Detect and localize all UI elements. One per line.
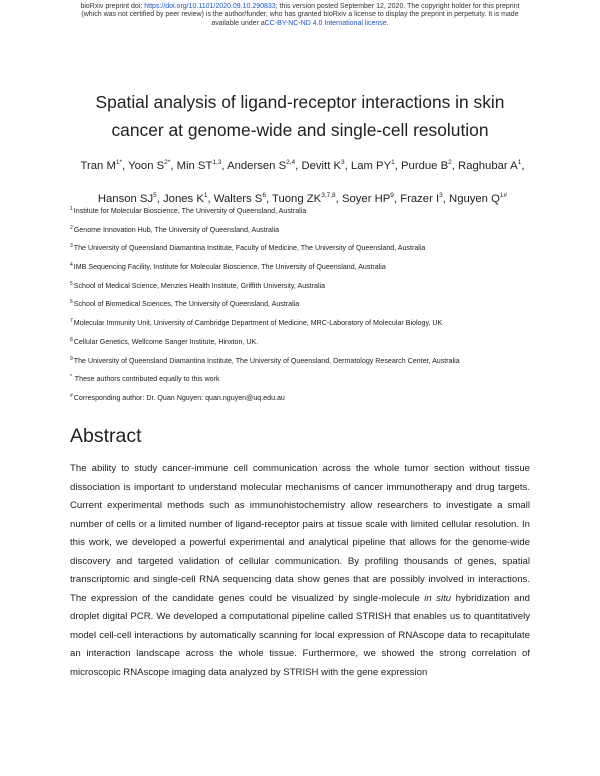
- author: [401, 160, 458, 172]
- author-superscript: 5: [153, 192, 157, 199]
- author-name: Lam PY: [350, 160, 392, 172]
- author-name: Yoon S: [128, 160, 165, 172]
- author-superscript: 3: [439, 192, 443, 199]
- author-superscript: 3: [341, 159, 345, 166]
- author-name: Andersen S: [227, 160, 287, 172]
- author-name: Purdue B: [401, 160, 449, 172]
- affiliation-superscript: *: [70, 374, 72, 381]
- author-superscript: 1,3: [212, 159, 222, 166]
- affiliation: [70, 318, 540, 337]
- author-superscript: 3,7,8: [321, 192, 336, 199]
- author-superscript: 2: [448, 159, 452, 166]
- author: [81, 160, 129, 172]
- author-separator: ,: [451, 160, 459, 172]
- author: [272, 193, 342, 205]
- author: [128, 160, 176, 172]
- affiliation-text: School of Biomedical Sciences, The University of Queensland, Australia: [73, 300, 300, 309]
- affiliation-superscript: 7: [70, 318, 73, 325]
- author-separator: ,: [295, 160, 302, 172]
- author-separator: ,: [156, 193, 164, 205]
- preprint-notice: [0, 3, 600, 28]
- author-name: Jones K: [163, 193, 204, 205]
- affiliation-text: The University of Queensland Diamantina Institute, Faculty of Medicine, The University of Queensland, Australia: [73, 244, 426, 253]
- abstract-italic: in situ: [424, 592, 452, 604]
- author-name: Frazer I: [400, 193, 440, 205]
- notice-line-3: available under aCC-BY-NC-ND 4.0 International license.: [211, 19, 389, 27]
- author: [177, 160, 227, 172]
- author-name: Soyer HP: [341, 193, 391, 205]
- affiliation: [70, 374, 540, 393]
- affiliation-text: School of Medical Science, Menzies Health Institute, Griffith University, Australia: [73, 281, 326, 290]
- author: [214, 193, 272, 205]
- affiliation-superscript: 3: [70, 243, 73, 250]
- author: [163, 193, 214, 205]
- author-separator: ,: [170, 160, 177, 172]
- author-name: Min ST: [176, 160, 213, 172]
- author-separator: ,: [335, 193, 342, 205]
- author-name: Tuong ZK: [272, 193, 322, 205]
- author-separator: ,: [207, 193, 214, 205]
- affiliation-text: The University of Queensland Diamantina Institute, The University of Queensland, Dermatology Research Center, Australia: [73, 356, 460, 365]
- affiliation-superscript: 4: [70, 262, 73, 269]
- author-separator: ,: [221, 160, 228, 172]
- author-superscript: 6: [262, 192, 266, 199]
- author-separator: ,: [122, 160, 129, 172]
- affiliation-text: Institute for Molecular Bioscience, The University of Queensland, Australia: [73, 207, 307, 215]
- affiliation-superscript: 2: [70, 224, 73, 231]
- notice-line-2: (which was not certified by peer review) is the author/funder, who has granted bioRxiv a license to display the preprint in perpetuity. It is made: [81, 11, 519, 19]
- author-separator: ,: [344, 160, 351, 172]
- affiliation-superscript: #: [70, 392, 73, 399]
- affiliation: [70, 206, 540, 225]
- paper-title: [60, 88, 540, 144]
- affiliation-superscript: 6: [70, 299, 73, 306]
- affiliation-text: Corresponding author: Dr. Quan Nguyen: quan.nguyen@uq.edu.au: [73, 393, 285, 402]
- author: [458, 160, 524, 172]
- author-superscript: 1*: [115, 159, 123, 166]
- affiliation: [70, 281, 540, 300]
- affiliation-text: Cellular Genetics, Wellcome Sanger Institute, Hinxton, UK.: [73, 337, 259, 346]
- affiliation-superscript: 5: [70, 280, 73, 287]
- author: [301, 160, 350, 172]
- author: [342, 193, 400, 205]
- title-line-2: cancer at genome-wide and single-cell resolution: [111, 120, 489, 140]
- author-separator: ,: [394, 160, 402, 172]
- affiliation: [70, 393, 540, 412]
- affiliation: [70, 225, 540, 244]
- affiliation-text: Genome Innovation Hub, The University of Queensland, Australia: [73, 225, 280, 234]
- affiliation: [70, 262, 540, 281]
- author: [227, 160, 301, 172]
- title-line-1: Spatial analysis of ligand-receptor interactions in skin: [95, 92, 505, 112]
- author-superscript: 2,4: [286, 159, 296, 166]
- author-separator: ,: [393, 193, 401, 205]
- author-name: Tran M: [80, 160, 116, 172]
- author-name: Devitt K: [301, 160, 342, 172]
- affiliation-text: IMB Sequencing Facility, Institute for Molecular Bioscience, The University of Queensland, Australia: [73, 263, 386, 272]
- doi-link[interactable]: https://doi.org/10.1101/2020.09.10.290833: [144, 3, 276, 10]
- author-name: Nguyen Q: [449, 193, 500, 205]
- author-name: Raghubar A: [458, 160, 518, 172]
- author-superscript: 1: [517, 159, 522, 166]
- abstract-heading: Abstract: [70, 425, 142, 447]
- author: [400, 193, 449, 205]
- author-name: Walters S: [213, 193, 263, 205]
- author-superscript: 1: [391, 159, 395, 166]
- abstract-body: The ability to study cancer-immune cell communication across the whole tumor section without tissue dissociation is important to understand molecular mechanisms of cancer immunotherapy and drug targets. Current experimental methods such as immunohistochemistry allow researchers to investigate a small number of cells or a limited number of ligand-receptor pairs at tissue scale with limited cellular resolution. In this work, we developed a powerful experimental and analytical pipeline that allows for the genome-wide discovery and targeted validation of cellular communication. By profiling thousands of genes, spatial transcriptomic and single-cell RNA sequencing data show genes that are possibly involved in interactions. The expression of the candidate genes could be visualized by single-molecule in situ hybridization and droplet digital PCR. We developed a computational pipeline called STRISH that enables us to quantitatively model cell-cell interactions by automatically scanning for local expression of RNAscope data to recapitulate an interaction landscape across the whole tissue. Furthermore, we showed the strong correlation of microscopic RNAscope imaging data analyzed by STRISH with the gene expression: [70, 463, 531, 678]
- affiliation: [70, 243, 540, 262]
- author-separator: ,: [265, 193, 273, 205]
- author: [449, 193, 507, 205]
- affiliation: [70, 356, 540, 375]
- author-separator: ,: [442, 193, 450, 205]
- notice-line-1: bioRxiv preprint doi: https://doi.org/10.1101/2020.09.10.290833; this version posted September 12, 2020. The copyright holder for this preprint: [80, 3, 520, 10]
- author: [351, 160, 401, 172]
- affiliation-superscript: 1: [70, 206, 73, 212]
- license-link[interactable]: CC-BY-NC-ND 4.0 International license: [264, 19, 387, 27]
- affiliation-text: Molecular Immunity Unit, University of Cambridge Department of Medicine, MRC-Laboratory of Molecular Biology, UK: [73, 319, 443, 328]
- affiliation-superscript: 9: [70, 355, 73, 362]
- affiliation-text: These authors contributed equally to this work: [72, 375, 220, 384]
- author-superscript: 1: [203, 192, 208, 199]
- author-name: Hanson SJ: [97, 193, 154, 205]
- author-superscript: 1#: [499, 192, 508, 199]
- affiliation: [70, 299, 540, 318]
- author-superscript: 9: [390, 192, 394, 199]
- affiliation-superscript: 8: [70, 336, 73, 343]
- affiliation: [70, 337, 540, 356]
- author-separator: ,: [521, 160, 525, 172]
- author: [98, 193, 163, 205]
- author-superscript: 2*: [164, 159, 171, 166]
- affiliation-list: [70, 206, 540, 412]
